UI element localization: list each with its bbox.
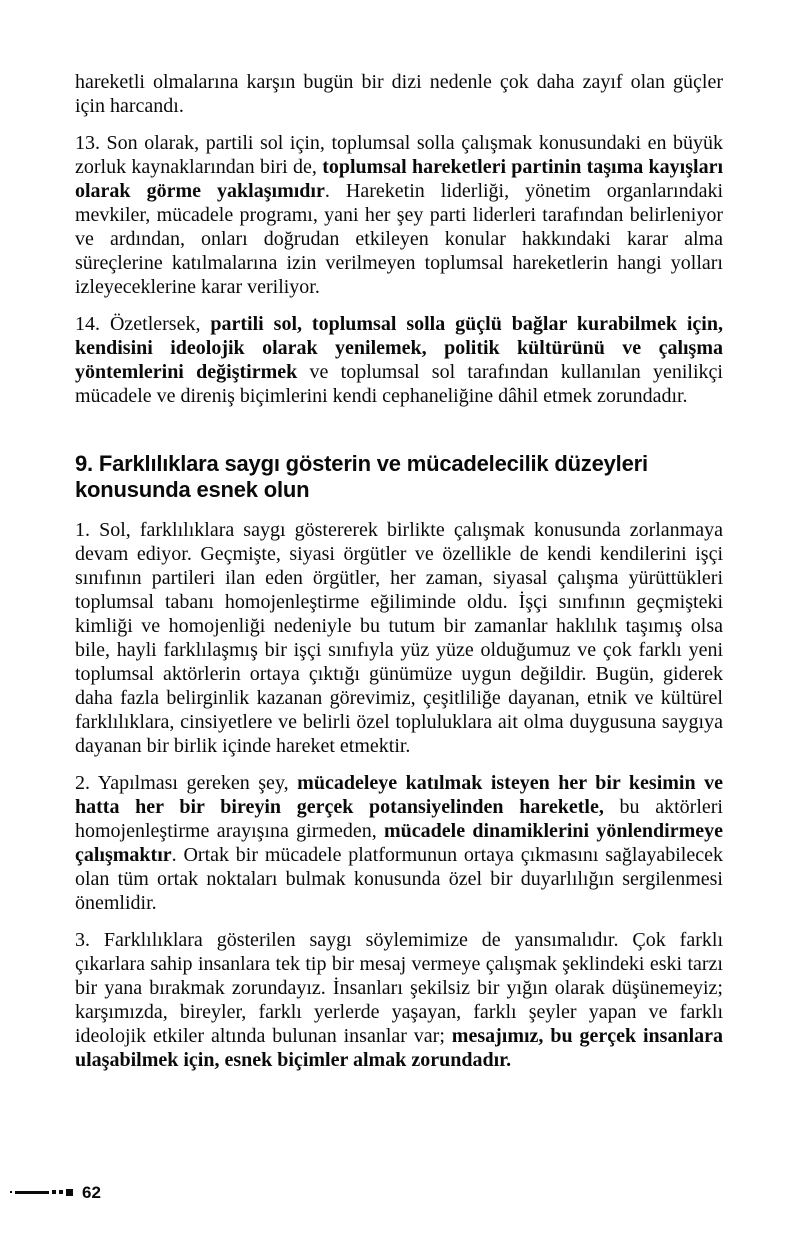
footer-rule-ornament [15, 1191, 49, 1194]
body-paragraph [75, 518, 723, 758]
body-paragraph [75, 131, 723, 299]
text-run: . Hareketin liderliği, yönetim organlarındaki mevkiler, mücadele programı, yani her şey parti liderleri tarafından belirleniyor ve ardından, onları doğrudan etkileyen konular hakkındaki karar alma süreçlerine katılmalarına izin verilmeyen toplumsal hareketlerin hangi yolları izleyeceklerine karar veriliyor. [75, 180, 724, 298]
page-content [75, 70, 723, 1085]
footer-tick-ornament [10, 1191, 12, 1193]
text-run: bu aktörleri homojenleştirme arayışına girmeden, [75, 796, 723, 842]
text-run: ve toplumsal sol tarafından kullanılan yenilikçi mücadele ve direniş biçimlerini kendi cephaneliğine dâhil etmek zorundadır. [75, 361, 723, 407]
bold-text-run: partili sol, toplumsal solla güçlü bağlar kurabilmek için, kendisini ideolojik olarak yenilemek, politik kültürünü ve çalışma yöntemlerini değiştirmek [75, 313, 723, 383]
text-run: . Ortak bir mücadele platformunun ortaya çıkmasını sağlayabilecek olan tüm ortak noktaları bulmak konusunda özel bir duyarlılığın sergilenmesi önemlidir. [75, 844, 723, 914]
bold-text-run: mücadele dinamiklerini yönlendirmeye çalışmaktır [75, 820, 723, 866]
text-run: 3. Farklılıklara gösterilen saygı söylemimize de yansımalıdır. Çok farklı çıkarlara sahip insanlara tek tip bir mesaj vermeye çalışmak şeklindeki eski tarzı bir yana bırakmak zorundayız. İnsanları şekilsiz bir yığın olarak düşünemeyiz; karşımızda, bireyler, farklı yerlerde yaşayan, farklı şeyler yapan ve farklı ideolojik etkiler altında bulunan insanlar var; [75, 929, 723, 1047]
footer-square-small-icon [52, 1190, 56, 1194]
text-run: hareketli olmalarına karşın bugün bir dizi nedenle çok daha zayıf olan güçler için harcandı. [75, 71, 723, 117]
text-run: 14. Özetlersek, [75, 313, 211, 335]
body-paragraph [75, 312, 723, 408]
text-run: 1. Sol, farklılıklara saygı göstererek birlikte çalışmak konusunda zorlanmaya devam ediyor. Geçmişte, siyasi örgütler ve özellikle de kendi kendilerini işçi sınıfının partileri ilan eden örgütler, her zaman, siyasal çalışma yürüttükleri toplumsal tabanı homojenleştirme eğiliminde oldu. İşçi sınıfının geçmişteki kimliği ve homojenliği nedeniyle bu tutum bir zamanlar haklılık taşımış olsa bile, hayli farklılaşmış bir işçi sınıfıyla yüz yüze olduğumuz ve çok farklı yeni toplumsal aktörlerin ortaya çıktığı günümüze uygun değildir. Bugün, giderek daha fazla belirginlik kazanan görevimiz, çeşitliliğe dayanan, etnik ve kültürel farklılıklara, cinsiyetlere ve belirli özel topluluklara ait olma duygusuna saygıya dayanan bir birlik içinde hareket etmektir. [75, 519, 723, 757]
bold-text-run: 9. Farklılıklara saygı gösterin ve mücadelecilik düzeyleri konusunda esnek olun [75, 451, 648, 502]
page-number: 62 [82, 1182, 101, 1202]
bold-text-run: mücadeleye katılmak isteyen her bir kesimin ve hatta her bir bireyin gerçek potansiyelinden hareketle, [75, 772, 723, 818]
body-paragraph [75, 771, 723, 915]
text-run: 2. Yapılması gereken şey, [75, 772, 298, 794]
text-run: 13. Son olarak, partili sol için, toplumsal solla çalışmak konusundaki en büyük zorluk kaynaklarından biri de, [75, 132, 723, 178]
body-paragraph [75, 70, 723, 118]
page-footer [10, 1182, 101, 1202]
section-heading [75, 451, 723, 503]
body-paragraph [75, 928, 723, 1072]
footer-square-small-icon [59, 1190, 63, 1194]
bold-text-run: toplumsal hareketleri partinin taşıma kayışları olarak görme yaklaşımıdır [75, 156, 724, 202]
bold-text-run: mesajımız, bu gerçek insanlara ulaşabilmek için, esnek biçimler almak zorundadır. [75, 1025, 723, 1071]
footer-square-large-icon [66, 1189, 73, 1196]
